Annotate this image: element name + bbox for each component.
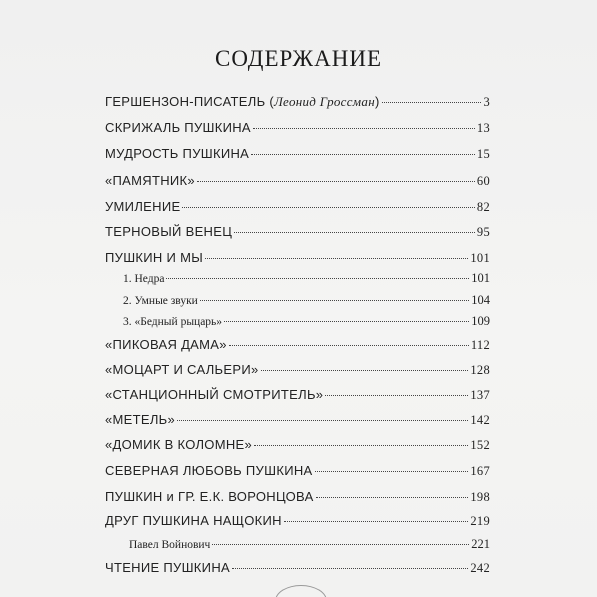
toc-entry-title: УМИЛЕНИЕ [105, 199, 181, 214]
toc-entry[interactable] [105, 463, 490, 483]
toc-entry-title: ПУШКИН И МЫ [105, 250, 204, 265]
dot-leader [325, 394, 468, 396]
toc-entry[interactable] [105, 146, 490, 166]
toc-entry-page: 13 [476, 121, 490, 135]
toc-entry-page: 128 [470, 363, 490, 377]
toc-entry-title: «МЕТЕЛЬ» [105, 412, 176, 427]
toc-entry[interactable] [105, 173, 490, 193]
toc-subentry[interactable] [123, 314, 490, 334]
toc-entry[interactable] [105, 199, 490, 219]
toc-entry-page: 101 [470, 251, 490, 265]
toc-subentry[interactable] [123, 293, 490, 313]
toc-entry-page: 167 [470, 464, 490, 478]
toc-entry-page: 198 [470, 490, 490, 504]
toc-entry-title: СКРИЖАЛЬ ПУШКИНА [105, 120, 251, 135]
toc-entry-page: 242 [470, 561, 490, 575]
toc-entry-page: 3 [483, 95, 490, 109]
dot-leader [316, 496, 469, 498]
toc-subentry[interactable] [123, 271, 490, 291]
toc-entry-title: ГЕРШЕНЗОН-ПИСАТЕЛЬ (Леонид Гроссман) [105, 94, 380, 109]
toc-entry-title: 2. Умные звуки [123, 295, 198, 307]
toc-entry-title: «СТАНЦИОННЫЙ СМОТРИТЕЛЬ» [105, 387, 324, 402]
toc-entry-title: СЕВЕРНАЯ ЛЮБОВЬ ПУШКИНА [105, 463, 313, 478]
dot-leader [212, 543, 469, 545]
toc-subentry[interactable] [129, 537, 490, 557]
toc-entry-page: 95 [476, 225, 490, 239]
toc-entry-page: 142 [470, 413, 490, 427]
toc-entry-page: 60 [476, 174, 490, 188]
toc-entry-title: «МОЦАРТ И САЛЬЕРИ» [105, 362, 259, 377]
dot-leader [200, 299, 469, 301]
dot-leader [234, 231, 475, 233]
toc-entry-title: 1. Недра [123, 273, 165, 285]
toc-entry[interactable] [105, 94, 490, 114]
dot-leader [177, 419, 468, 421]
dot-leader [382, 101, 482, 103]
toc-entry-page: 15 [476, 147, 490, 161]
toc-entry-page: 109 [471, 314, 490, 328]
toc-entry[interactable] [105, 337, 490, 357]
toc-entry-title: «ДОМИК В КОЛОМНЕ» [105, 437, 253, 452]
toc-entry-page: 104 [471, 293, 490, 307]
toc-entry[interactable] [105, 387, 490, 407]
dot-leader [197, 180, 475, 182]
toc-entry-title: «ПИКОВАЯ ДАМА» [105, 337, 227, 352]
toc-entry-title: ПУШКИН и ГР. Е.К. ВОРОНЦОВА [105, 489, 314, 504]
toc-entry-page: 112 [470, 338, 490, 352]
toc-entry[interactable] [105, 120, 490, 140]
toc-entry-title: МУДРОСТЬ ПУШКИНА [105, 146, 250, 161]
toc-entry[interactable] [105, 437, 490, 457]
toc-entry[interactable] [105, 250, 490, 270]
dot-leader [232, 567, 468, 569]
dot-leader [284, 520, 468, 522]
dot-leader [251, 153, 475, 155]
toc-entry-title: 3. «Бедный рыцарь» [123, 316, 223, 328]
toc-entry[interactable] [105, 489, 490, 509]
toc-entry[interactable] [105, 513, 490, 533]
dot-leader [224, 320, 469, 322]
toc-entry-title: ТЕРНОВЫЙ ВЕНЕЦ [105, 224, 233, 239]
toc-entry[interactable] [105, 362, 490, 382]
toc-entry-page: 219 [470, 514, 490, 528]
toc-entry-page: 101 [471, 271, 490, 285]
dot-leader [315, 470, 469, 472]
dot-leader [253, 127, 475, 129]
toc-entry-page: 82 [476, 200, 490, 214]
toc-entry-title: Павел Войнович [129, 539, 211, 551]
bleed-through-text [190, 3, 390, 11]
dot-leader [205, 257, 468, 259]
page-number-ornament [275, 585, 327, 597]
toc-entry-title: ДРУГ ПУШКИНА НАЩОКИН [105, 513, 282, 528]
dot-leader [229, 344, 469, 346]
dot-leader [182, 206, 474, 208]
toc-entry-page: 137 [470, 388, 490, 402]
toc-entry-page: 152 [470, 438, 490, 452]
dot-leader [166, 277, 469, 279]
toc-entry-title: ЧТЕНИЕ ПУШКИНА [105, 560, 230, 575]
dot-leader [261, 369, 469, 371]
toc-entry[interactable] [105, 412, 490, 432]
toc-entry[interactable] [105, 560, 490, 580]
dot-leader [254, 444, 468, 446]
toc-entry[interactable] [105, 224, 490, 244]
toc-entry-page: 221 [471, 537, 490, 551]
toc-entry-author: Леонид Гроссман [273, 94, 375, 109]
toc-entry-title: «ПАМЯТНИК» [105, 173, 195, 188]
page-title: СОДЕРЖАНИЕ [214, 46, 382, 71]
